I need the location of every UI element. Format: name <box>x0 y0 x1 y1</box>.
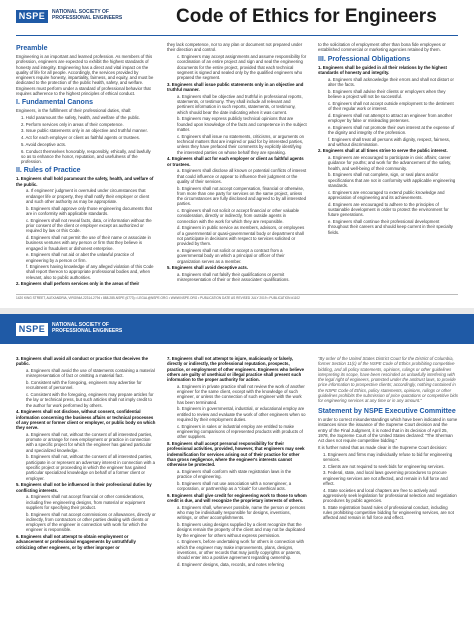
paragraph: a. Engineers shall acknowledge their errors and shall not distort or alter the facts. <box>328 76 454 87</box>
paragraph: a. Engineers shall not falsify their qualifications or permit misrepresentation of their or their associates' qualifications. <box>177 271 290 283</box>
rule-heading: 4. Engineers shall act for each employer or client as faithful agents or trustees. <box>167 156 304 167</box>
paragraph: d. Engineers shall not attempt to attract an engineer from another employer by false or misleading pretenses. <box>328 112 453 123</box>
page-header <box>0 0 474 42</box>
paragraph: c. Engineers in sales or industrial employ are entitled to make engineering comparisons of represented products with products of other suppliers. <box>177 423 303 440</box>
paragraph: a. Engineers are encouraged to participate in civic affairs; career guidance for youths; and work for the advancement of the safety, health, and well-being of their community. <box>328 155 452 171</box>
paragraph: 1. Engineers and firms may individually refuse to bid for engineering services. <box>323 451 453 462</box>
rule-heading: 2. Engineers shall perform services only in the areas of their <box>16 281 140 287</box>
paragraph: d. Engineers shall not permit the use of their name or associate in business ventures with any person or firm that they believe is engaged in fraudulent or dishonest enterprise. <box>26 234 151 251</box>
section-heading: Preamble <box>16 45 48 52</box>
paragraph: b. Engineers in governmental, industrial, or educational employ are entitled to review and evaluate the work of other engineers when so required by their employment duties. <box>177 406 306 423</box>
paragraph: b. Engineers shall not use association with a nonengineer, a corporation, or partnership as a "cloak" for unethical acts. <box>177 480 292 492</box>
section-heading: Statement by NSPE Executive Committee <box>318 407 456 415</box>
paragraph: 2. Perform services only in areas of their competence. <box>21 121 124 127</box>
paragraph: a. Engineers in private practice shall not review the work of another engineer for the same client, except with the knowledge of such engineer, or unless the connection of such engineer with the work has been terminated. <box>177 383 305 405</box>
page-footer: 1420 KING STREET, ALEXANDRIA, VIRGINIA 22314-2794 • 888-285-NSPE (6773) • LEGAL@NSPE.ORG • WWW.NSPE.ORG • PUBLICATION DATE AS REVISED JULY 2019 • PUBLICATION #1102 <box>16 294 458 301</box>
paragraph: c. Engineers, before undertaking work for others in connection with which the engineer may make improvements, plans, designs, inventions, or other records that may justify copyrights or patents, should enter into a positive agreement regarding ownership. <box>177 539 305 561</box>
paragraph: It is further noted that as made clear in the Supreme Court decision: <box>318 444 447 450</box>
rule-heading: 3. Engineers shall avoid all conduct or practice that deceives the public. <box>16 356 149 367</box>
paragraph: b. Consistent with the foregoing, engineers may advertise for recruitment of personnel. <box>26 379 142 391</box>
paragraph: e. Engineers shall not solicit or accept a contract from a governmental body on which a principal or officer of their organization serves as a member. <box>177 247 285 264</box>
court-order-quote: "By order of the United States District Court for the District of Columbia, former Section 11(c) of the NSPE Code of Ethics prohibiting competitive bidding, and all policy statements, opinions, rulings or other guidelines interpreting its scope, have been rescinded as unlawfully interfering with the legal right of engineers, protected under the antitrust laws, to provide price information to prospective clients; accordingly, nothing contained in the NSPE Code of Ethics, policy statements, opinions, rulings or other guidelines prohibits the submission of price quotations or competitive bids for engineering services at any time or in any amount." <box>318 356 458 404</box>
title-divider <box>16 35 458 36</box>
text-column-1 <box>16 356 156 626</box>
paragraph: f. Engineers having knowledge of any alleged violation of this Code shall report thereon to appropriate professional bodies and, when relevant, also to public authorities. <box>26 264 154 280</box>
paragraph: 3. Issue public statements only in an objective and truthful manner. <box>21 128 148 134</box>
org-name: NATIONAL SOCIETY OF PROFESSIONAL ENGINEERS <box>52 9 123 21</box>
rule-heading: 1. Engineers shall hold paramount the safety, health, and welfare of the public. <box>16 176 154 187</box>
text-column-2 <box>167 42 307 288</box>
paragraph: 4. Act for each employer or client as faithful agents or trustees. <box>21 135 140 141</box>
paragraph: a. Engineers shall not, without the consent of all interested parties, promote or arrange for new employment or practice in connection with a specific project for which the engineer has gained particular and specialized knowledge. <box>26 431 153 453</box>
paragraph: 1. Hold paramount the safety, health, and welfare of the public. <box>21 115 141 121</box>
paragraph: a. If engineers' judgment is overruled under circumstances that endanger life or property, they shall notify their employer or client and such other authority as may be appropriate. <box>26 188 150 204</box>
rule-heading: 5. Engineers shall not be influenced in their professional duties by conflicting interests. <box>16 482 152 493</box>
rule-heading: 9. Engineers shall give credit for engineering work to those to whom credit is due, and will recognize the proprietary interests of others. <box>167 492 307 504</box>
paragraph: c. Engineers shall not solicit or accept financial or other valuable consideration, directly or indirectly, from outside agents in connection with the work for which they are responsible. <box>177 208 300 224</box>
paragraph: d. Engineers in public service as members, advisors, or employees of a governmental or quasi-governmental body or department shall not participate in decisions with respect to services solicited or provided by them. <box>177 225 305 247</box>
rule-heading: 5. Engineers shall avoid deceptive acts. <box>167 265 248 271</box>
text-column-3 <box>318 42 458 288</box>
paragraph: they lack competence, nor to any plan or document not prepared under their direction and control. <box>167 42 303 53</box>
paragraph: b. Engineers shall approve only those engineering documents that are in conformity with applicable standards. <box>26 205 152 216</box>
paragraph: 4. State societies and local chapters are free to actively and aggressively seek legislation for professional selection and negotiation procedures by public agencies. <box>323 487 457 504</box>
paragraph: 6. Conduct themselves honorably, responsibly, ethically, and lawfully so as to enhance the honor, reputation, and usefulness of the profession. <box>21 148 151 165</box>
section-heading: I. Fundamental Canons <box>16 99 94 107</box>
paragraph: In order to correct misunderstandings which have been indicated in some instances since the issuance of the Supreme Court decision and the entry of the Final Judgment, it is noted that in its decision of April 25, 1978, the Supreme Court of the United States declared: "The Sherman Act does not require competitive bidding." <box>318 417 458 444</box>
paragraph: f. Engineers shall treat all persons with dignity, respect, fairness, and without discrimination. <box>328 136 450 147</box>
paragraph: 5. State registration board rules of professional conduct, including rules prohibiting competitive bidding for engineering services, are not affected and remain in full force and effect. <box>323 504 454 521</box>
paragraph: b. Engineers shall not accept commissions or allowances, directly or indirectly, from contractors or other parties dealing with clients or employers of the engineer in connection with work for which the engineer is responsible. <box>26 511 156 533</box>
paragraph: a. Engineers shall conform with state registration laws in the practice of engineering. <box>177 468 292 480</box>
paragraph: 3. Federal, state, and local laws governing procedures to procure engineering services are not affected, and remain in full force and effect. <box>323 470 448 486</box>
paragraph: Engineering is an important and learned profession. As members of this profession, engineers are expected to exhibit the highest standards of honesty and integrity. Engineering has a direct and vital impact on the quality of life for all people. Accordingly, the services provided by engineers require honesty, impartiality, fairness, and equity, and must be dedicated to the protection of the public health, safety, and welfare. Engineers must perform under a standard of professional behavior that requires adherence to the highest principles of ethical conduct. <box>16 54 154 97</box>
section-heading: III. Professional Obligations <box>318 55 411 63</box>
paragraph: a. Engineers shall be objective and truthful in professional reports, statements, or testimony. They shall include all relevant and pertinent information in such reports, statements, or testimony, which should bear the date indicating when it was current. <box>177 93 303 115</box>
paragraph: c. Engineers shall not reveal facts, data, or information without the prior consent of the client or employer except as authorized or required by law or this Code. <box>26 217 152 234</box>
rule-heading: 1. Engineers shall be guided in all their relations by the highest standards of honesty and integrity. <box>318 64 447 75</box>
rule-heading: 4. Engineers shall not disclose, without consent, confidential information concerning the business affairs or technical processes of any present or former client or employer, or public body on which they serve. <box>16 409 156 431</box>
org-name: NATIONAL SOCIETY OF PROFESSIONAL ENGINEERS <box>52 322 123 334</box>
rule-heading: 3. Engineers shall issue public statements only in an objective and truthful manner. <box>167 81 304 93</box>
paragraph: c. Engineers may accept assignments and assume responsibility for coordination of an entire project and sign and seal the engineering documents for the entire project, provided that each technical segment is signed and sealed only by the qualified engineers who prepared the segment. <box>177 53 307 81</box>
paragraph: c. Consistent with the foregoing, engineers may prepare articles for the lay or technical press, but such articles shall not imply credit to the author for work performed by others. <box>26 391 154 408</box>
paragraph: e. Engineers shall continue their professional development throughout their careers and should keep current in their specialty fields. <box>328 219 453 235</box>
paragraph: b. Engineers shall not accept compensation, financial or otherwise, from more than one party for services on the same project, unless the circumstances are fully disclosed and agreed to by all interested parties. <box>177 185 306 207</box>
paragraph: d. Engineers are encouraged to adhere to the principles of sustainable development in order to protect the environment for future generations. <box>328 201 449 218</box>
paragraph: Engineers, in the fulfillment of their professional duties, shall: <box>16 108 132 114</box>
paragraph: e. Engineers shall not aid or abet the unlawful practice of engineering by a person or firm. <box>26 252 134 263</box>
text-column-3 <box>318 356 458 626</box>
rule-heading: 2. Engineers shall at all times strive to serve the public interest. <box>318 148 448 154</box>
paragraph: 5. Avoid deceptive acts. <box>21 141 67 147</box>
paragraph: a. Engineers shall not accept financial or other considerations, including free engineering designs, from material or equipment suppliers for specifying their product. <box>26 494 145 510</box>
rule-heading: 6. Engineers shall not attempt to obtain employment or advancement or professional engagements by untruthfully criticizing other engineers, or by other improper or <box>16 534 136 550</box>
page-header-banner <box>0 314 474 344</box>
rule-heading: 8. Engineers shall accept personal responsibility for their professional activities, provided, however, that engineers may seek indemnification for services arising out of their practice for other than gross negligence, where the engineer's interests cannot otherwise be protected. <box>167 441 305 468</box>
paragraph: a. Engineers shall, whenever possible, name the person or persons who may be individually responsible for designs, inventions, writings, or other accomplishments. <box>177 504 306 521</box>
text-column-1 <box>16 42 156 288</box>
paragraph: c. Engineers shall issue no statements, criticisms, or arguments on technical matters that are inspired or paid for by interested parties, unless they have prefaced their comments by explicitly identifying the interested parties on whose behalf they are speaking. <box>177 133 305 155</box>
paragraph: b. Engineers using designs supplied by a client recognize that the designs remain the property of the client and may not be duplicated by the engineer for others without express permission. <box>177 522 306 538</box>
paragraph: a. Engineers shall disclose all known or potential conflicts of interest that could influence or appear to influence their judgment or the quality of their services. <box>177 168 307 184</box>
paragraph: b. Engineers may express publicly technical opinions that are founded upon knowledge of the facts and competence in the subject matter. <box>177 116 307 133</box>
paragraph: c. Engineers are encouraged to extend public knowledge and appreciation of engineering and its achievements. <box>328 189 445 201</box>
page-title: Code of Ethics for Engineers <box>176 6 437 27</box>
paragraph: a. Engineers shall avoid the use of statements containing a material misrepresentation of fact or omitting a material fact. <box>26 367 155 379</box>
paragraph: b. Engineers shall advise their clients or employers when they believe a project will not be successful. <box>328 88 446 99</box>
paragraph: b. Engineers shall not, without the consent of all interested parties, participate in or represent an adversary interest in connection with a specific project or proceeding in which the engineer has gained particular specialized knowledge on behalf of a former client or employer. <box>26 454 155 481</box>
code-page-1 <box>0 0 474 308</box>
nspe-logo: NSPE <box>16 10 48 23</box>
code-page-2 <box>0 314 474 632</box>
paragraph: b. Engineers shall not complete, sign, or seal plans and/or specifications that are not in conformity with applicable engineering standards. <box>328 172 456 189</box>
paragraph: e. Engineers shall not promote their own interest at the expense of the dignity and integrity of the profession. <box>328 124 455 135</box>
paragraph: c. Engineers shall not accept outside employment to the detriment of their regular work or interest. <box>328 100 454 111</box>
section-heading: II. Rules of Practice <box>16 167 81 175</box>
rule-heading: 7. Engineers shall not attempt to injure, maliciously or falsely, directly or indirectly, the professional reputation, prospects, practice, or employment of other engineers. Engineers who believe others are guilty of unethical or illegal practice shall present such information to the proper authority for action. <box>167 356 305 383</box>
paragraph: d. Engineers' designs, data, records, and notes referring <box>177 561 284 567</box>
nspe-logo: NSPE <box>16 323 48 336</box>
paragraph: 2. Clients are not required to seek bids for engineering services. <box>323 463 445 469</box>
paragraph: to the solicitation of employment other than bona fide employees or established commercial or marketing agencies retained by them. <box>318 42 446 53</box>
text-column-2 <box>167 356 307 626</box>
